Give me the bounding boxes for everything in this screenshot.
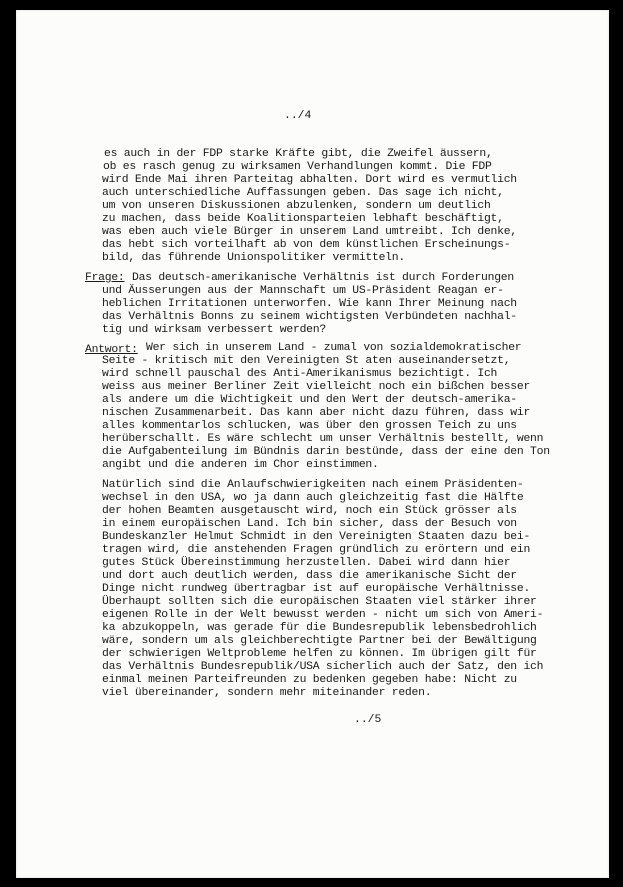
text-line: Das deutsch-amerikanische Verhältnis ist durch Forderungen [132,272,514,284]
document-page [16,10,609,878]
text-line: in einem europäischen Land. Ich bin sicher, dass der Besuch von [102,518,517,530]
text-line: zu machen, dass beide Koalitionsparteien lebhaft beschäftigt, [102,213,504,225]
text-line: das Verhältnis Bonns zu seinem wichtigsten Verbündeten nachhal- [102,311,517,323]
text-line: gutes Stück Übereinstimmung herzustellen. Dabei wird dann hier [102,557,511,569]
text-line: wäre, sondern um als gleichberechtigte Partner bei der Bewältigung [102,635,537,647]
text-line: ka abzukoppeln, was gerade für die Bundesrepublik lebensbedrohlich [102,622,537,634]
text-line: viel übereinander, sondern mehr miteinander reden. [102,687,432,699]
text-line: alles kommentarlos schlucken, was über den grossen Teich zu uns [102,420,517,432]
text-line: Dinge nicht rundweg übertragbar ist auf europäische Verhältnisse. [102,583,531,595]
text-line: auch unterschiedliche Auffassungen geben. Das sage ich nicht, [102,187,504,199]
text-line: Überhaupt sollten sich die europäischen Staaten viel stärker ihrer [102,596,537,608]
text-line: was eben auch viele Bürger in unserem Land umtreibt. Ich denke, [102,226,517,238]
text-line: und Äusserungen aus der Mannschaft um US-Präsident Reagan er- [102,285,504,297]
text-line: die Aufgabenteilung im Bündnis darin bestünde, dass der eine den Ton [102,446,550,458]
text-line: Wer sich in unserem Land - zumal von sozialdemokratischer [146,342,522,354]
text-line: bild, das führende Unionspolitiker vermitteln. [102,252,405,264]
text-line: Bundeskanzler Helmut Schmidt in den Vereinigten Staaten dazu bei- [102,531,531,543]
text-line: der hohen Beamten ausgetauscht wird, noch ein Stück grösser als [102,505,517,517]
text-line: einmal meinen Parteifreunden zu bedenken gegeben habe: Nicht zu [102,674,517,686]
answer-label: Antwort: [85,344,138,356]
text-line: heblichen Irritationen unterworfen. Wie kann Ihrer Meinung nach [102,298,517,310]
text-line: der schwierigen Weltprobleme helfen zu können. Im übrigen gilt für [102,648,537,660]
text-line: Natürlich sind die Anlaufschwierigkeiten nach einem Präsidenten- [102,479,524,491]
text-line: das hebt sich vorteilhaft ab von dem künstlichen Erscheinungs- [102,239,511,251]
text-line: tig und wirksam verbessert werden? [102,324,326,336]
text-line: als andere um die Wichtigkeit und den Wert der deutsch-amerika- [102,394,517,406]
text-line: wechsel in den USA, wo ja dann auch gleichzeitig fast die Hälfte [102,492,524,504]
text-line: Seite - kritisch mit den Vereinigten St aten auseinandersetzt, [102,355,511,367]
text-line: das Verhältnis Bundesrepublik/USA sicherlich auch der Satz, den ich [102,661,544,673]
text-line: herüberschallt. Es wäre schlecht um unser Verhältnis bestellt, wenn [102,433,544,445]
text-line: wird Ende Mai ihren Parteitag abhalten. Dort wird es vermutlich [102,174,517,186]
text-line: ob es rasch genug zu wirksamen Verhandlungen kommt. Die FDP [103,161,492,173]
text-line: eigenen Rolle in der Welt bewusst werden - nicht um sich von Ameri- [102,609,544,621]
page-marker-top: ../4 [284,110,312,122]
text-line: es auch in der FDP starke Kräfte gibt, die Zweifel äussern, [104,148,493,160]
page-marker-bottom: ../5 [354,714,382,726]
text-line: und dort auch deutlich werden, dass die amerikanische Sicht der [102,570,517,582]
text-line: wird schnell pauschal des Anti-Amerikanismus bezichtigt. Ich [102,368,498,380]
text-line: tragen wird, die anstehenden Fragen gründlich zu erörtern und ein [102,544,531,556]
text-line: angibt und die anderen im Chor einstimmen. [102,459,379,471]
question-label: Frage: [85,272,125,284]
text-line: nischen Zusammenarbeit. Das kann aber nicht dazu führen, dass wir [102,407,531,419]
text-line: um von unseren Diskussionen abzulenken, sondern um deutlich [102,200,491,212]
text-line: weiss aus meiner Berliner Zeit vielleicht noch ein bißchen besser [102,381,531,393]
